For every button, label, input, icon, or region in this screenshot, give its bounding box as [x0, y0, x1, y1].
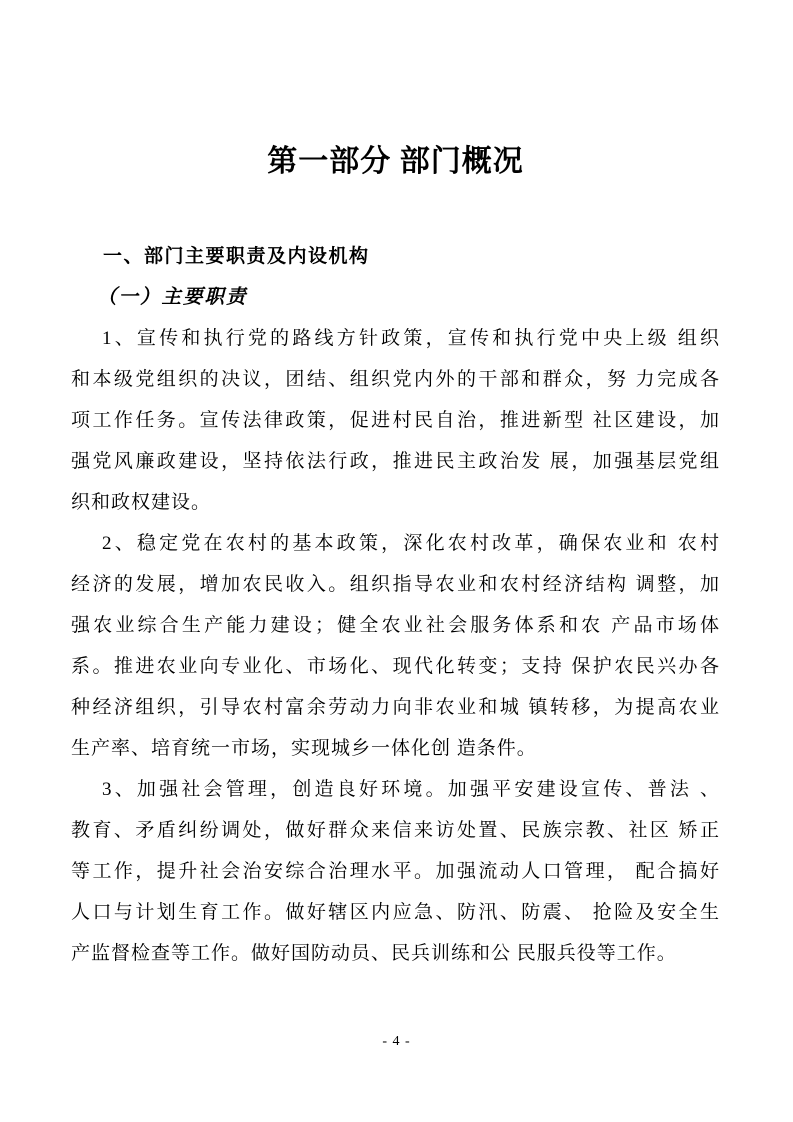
text-line: 生产率、培育统一市场，实现城乡一体化创 造条件。: [71, 738, 537, 759]
text-line: 项工作任务。宣传法律政策，促进村民自治，推进新型 社区建设，加: [71, 410, 720, 431]
text-line: 和本级党组织的决议，团结、组织党内外的干部和群众，努 力完成各: [71, 369, 720, 390]
paragraph-1: [71, 318, 720, 523]
text-line: 1、宣传和执行党的路线方针政策，宣传和执行党中央上级 组织: [102, 328, 720, 349]
document-body: [71, 236, 720, 974]
text-line: 强党风廉政建设，坚持依法行政，推进民主政治发 展，加强基层党组: [71, 451, 720, 472]
paragraph-3: [71, 769, 720, 974]
text-line: 系。推进农业向专业化、市场化、现代化转变；支持 保护农民兴办各: [71, 656, 720, 677]
text-line: 种经济组织，引导农村富余劳动力向非农业和城 镇转移，为提高农业: [71, 697, 720, 718]
page-footer: [0, 1032, 793, 1052]
text-line: 强农业综合生产能力建设；健全农业社会服务体系和农 产品市场体: [71, 615, 720, 636]
paragraph-2: [71, 523, 720, 769]
text-line: 等工作，提升社会治安综合治理水平。加强流动人口管理， 配合搞好: [71, 861, 720, 882]
text-line: 经济的发展，增加农民收入。组织指导农业和农村经济结构 调整，加: [71, 574, 720, 595]
text-line: 人口与计划生育工作。做好辖区内应急、防汛、防震、 抢险及安全生: [71, 902, 720, 923]
text-line: 教育、矛盾纠纷调处，做好群众来信来访处置、民族宗教、社区 矫正: [71, 820, 720, 841]
text-line: 2、稳定党在农村的基本政策，深化农村改革，确保农业和 农村: [102, 533, 720, 554]
text-line: 织和政权建设。: [71, 492, 212, 513]
page-title: 第一部分 部门概况: [267, 145, 524, 178]
text-line: 产监督检查等工作。做好国防动员、民兵训练和公 民服兵役等工作。: [71, 943, 677, 964]
subsection-heading: （一）主要职责: [97, 287, 248, 308]
text-line: 3、加强社会管理，创造良好环境。加强平安建设宣传、普法 、: [102, 779, 720, 800]
section-heading: 一、部门主要职责及内设机构: [103, 246, 370, 267]
page-number: - 4 -: [382, 1034, 411, 1049]
